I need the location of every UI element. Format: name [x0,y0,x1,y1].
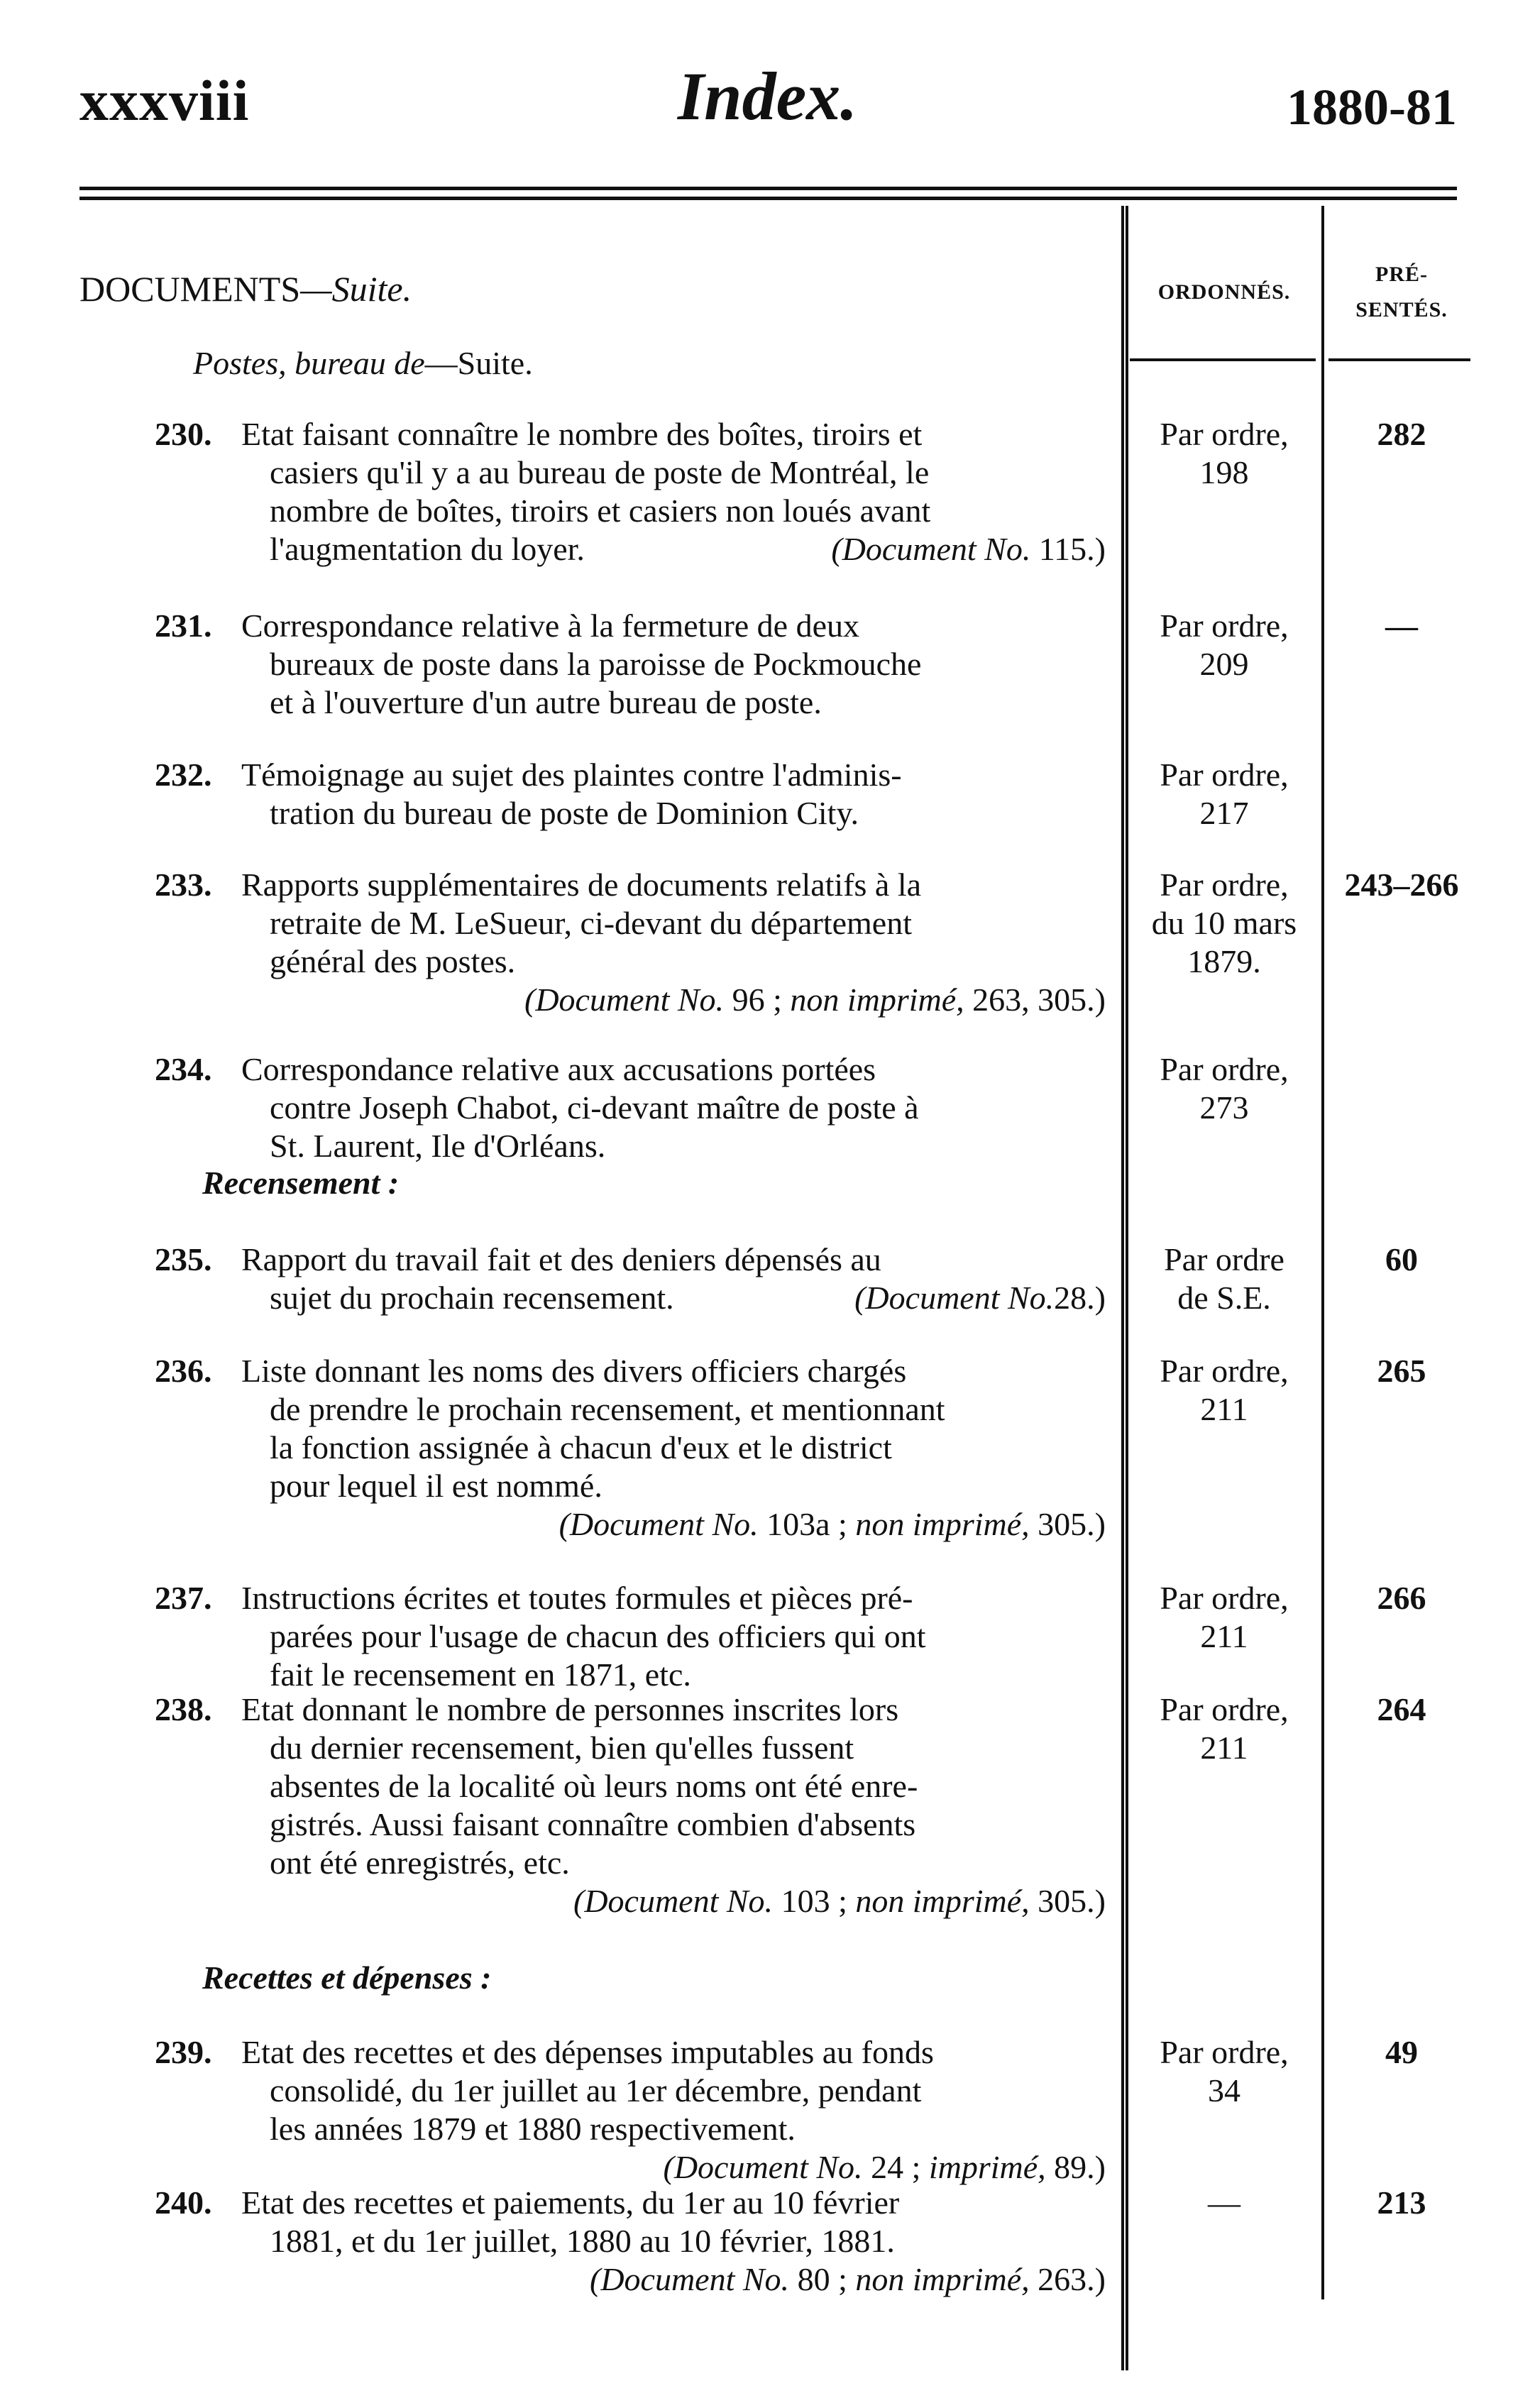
entry-ordered: Par ordre, 211 [1160,1580,1289,1654]
entry-number: 233. [155,867,212,903]
page-title: Index. [677,58,858,134]
entry-ordered: Par ordre, 209 [1160,608,1289,682]
entry-presented: 264 [1377,1691,1426,1727]
entry-reference: (Document No. 103a ; non imprimé, 305.) [559,1506,1106,1542]
entry-presented: 282 [1377,416,1426,452]
entry-text: Témoignage au sujet des plaintes contre l'adminis- tration du bureau de poste de Dominion City. [241,757,902,831]
entry-number: 238. [155,1691,212,1727]
page-year: 1880-81 [1287,79,1457,136]
column-divider-2 [1321,206,1324,2299]
entry-number: 234. [155,1051,212,1087]
entry-presented: 60 [1385,1241,1418,1277]
entry-ordered: Par ordre, 211 [1160,1353,1289,1427]
column-divider-1 [1121,206,1124,2370]
entry-ordered: Par ordre, 198 [1160,416,1289,490]
header-rule-bottom [79,197,1457,200]
entry-reference: (Document No. 24 ; imprimé, 89.) [663,2149,1106,2185]
entry-number: 237. [155,1580,212,1616]
entry-text: Rapports supplémentaires de documents relatifs à la retraite de M. LeSueur, ci-devant du département général des postes. [241,867,922,979]
entry-presented: 49 [1385,2034,1418,2070]
entry-reference: (Document No.28.) [854,1280,1106,1316]
entry-text: Rapport du travail fait et des deniers dépensés au sujet du prochain recensement. [241,1241,881,1316]
entry-reference: (Document No. 96 ; non imprimé, 263, 305.) [524,982,1106,1018]
entry-reference: (Document No. 103 ; non imprimé, 305.) [573,1883,1106,1919]
entry-reference: (Document No. 80 ; non imprimé, 263.) [590,2261,1106,2297]
entry-presented: 243–266 [1344,867,1459,903]
entry-number: 230. [155,416,212,452]
entry-ordered: Par ordre, 211 [1160,1691,1289,1766]
entry-text: Instructions écrites et toutes formules et pièces pré- parées pour l'usage de chacun des officiers qui ont fait le recensement en 1871, etc. [241,1580,926,1693]
entry-text: Liste donnant les noms des divers officiers chargés de prendre le prochain recensement, et mentionnant la fonction assignée à chacun d'eux et le district pour lequel il est nommé. [241,1353,945,1504]
entry-number: 231. [155,608,212,644]
subsection-receipts: Recettes et dépenses : [202,1959,492,1996]
entry-reference: (Document No. 115.) [831,531,1106,567]
entry-number: 235. [155,1241,212,1277]
entry-text: Etat faisant connaître le nombre des boîtes, tiroirs et casiers qu'il y a au bureau de poste de Montréal, le nombre de boîtes, tiroirs et casiers non loués avant l'augmentation du loyer. [241,416,931,567]
entry-text: Etat donnant le nombre de personnes inscrites lors du dernier recensement, bien qu'elles fussent absentes de la localité où leurs noms ont été enre- gistrés. Aussi faisant connaître combien d'absents ont été enregistrés, etc. [241,1691,918,1881]
entry-text: Correspondance relative aux accusations portées contre Joseph Chabot, ci-devant maître de poste à St. Laurent, Ile d'Orléans. [241,1051,919,1164]
entry-number: 236. [155,1353,212,1389]
entry-presented: — [1385,608,1418,644]
section-title: DOCUMENTS—Suite. [79,269,412,309]
entry-text: Etat des recettes et des dépenses imputables au fonds consolidé, du 1er juillet au 1er décembre, pendant les années 1879 et 1880 respectivement. [241,2034,934,2147]
entry-number: 240. [155,2184,212,2221]
entry-number: 239. [155,2034,212,2070]
entry-ordered: Par ordre de S.E. [1164,1241,1284,1316]
entry-presented: 265 [1377,1353,1426,1389]
column-header-underline-1 [1130,358,1316,361]
entry-ordered: Par ordre, 217 [1160,757,1289,831]
column-header-presented-2: SENTÉS. [1355,298,1448,321]
subsection-census: Recensement : [202,1165,400,1201]
entry-ordered: Par ordre, 273 [1160,1051,1289,1126]
entry-presented: 266 [1377,1580,1426,1616]
entry-presented: 213 [1377,2184,1426,2221]
page-number: xxxviii [79,68,250,133]
column-header-ordered: ORDONNÉS. [1157,280,1291,304]
entry-number: 232. [155,757,212,793]
entry-ordered: — [1208,2184,1240,2221]
column-header-underline-2 [1328,358,1470,361]
entry-ordered: Par ordre, du 10 mars 1879. [1151,867,1297,979]
column-header-presented-1: PRÉ- [1375,263,1428,286]
header-rule-top [79,187,1457,190]
entry-text: Etat des recettes et paiements, du 1er au 10 février 1881, et du 1er juillet, 1880 au 10 février, 1881. [241,2184,900,2259]
subsection-title: Postes, bureau de—Suite. [193,345,533,381]
entry-ordered: Par ordre, 34 [1160,2034,1289,2109]
entry-text: Correspondance relative à la fermeture de deux bureaux de poste dans la paroisse de Pockmouche et à l'ouverture d'un autre bureau de poste. [241,608,922,720]
